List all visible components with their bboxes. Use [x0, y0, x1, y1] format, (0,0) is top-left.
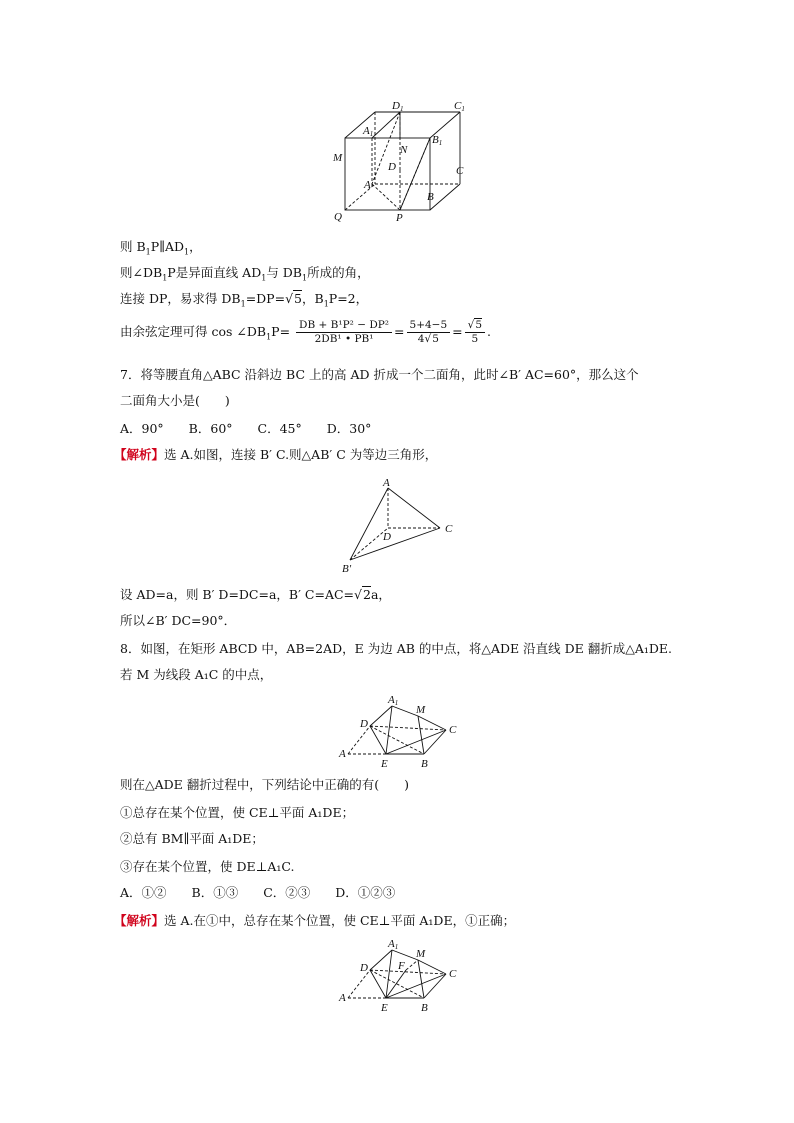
tetrahedron-svg [338, 474, 464, 578]
s6-line3: 连接 DP，易求得 $DB_1=DP=√5$，$B_1P=2$， [120, 291, 369, 309]
q8-stem-line3: 则在△ADE 翻折过程中，下列结论中正确的有( ) [120, 777, 410, 792]
label-P: P [396, 212, 403, 224]
label-C: C [456, 165, 464, 177]
fold-figure-1 [334, 692, 464, 770]
label-B: B [427, 191, 434, 203]
fraction-cos-formula: $\frac{\text{DB + B¹P² − DP²}}{\text{2DB¹ • PB¹}}$ [296, 319, 392, 346]
label-A1: A1 [363, 125, 374, 138]
label-B-prime: B′ [342, 563, 352, 575]
q7-stem-line2: 二面角大小是( ) [120, 393, 230, 408]
q7-stem-line1: 7．将等腰直角△ABC 沿斜边 BC 上的高 AD 折成一个二面角，此时∠B′ AC=60°，那么这个 [120, 367, 639, 382]
label-E: E [381, 758, 388, 770]
label-D: D [360, 718, 368, 730]
label-D: D [388, 161, 396, 173]
fraction-result: $\frac{√5}{5}$ [465, 319, 485, 346]
label-D1: D1 [392, 100, 404, 113]
q8-options: A．①② B．①③ C．②③ D．①②③ [120, 885, 396, 900]
label-A: A [364, 179, 371, 191]
label-Q: Q [334, 211, 342, 223]
q7-solution-line1: 【解析】选 A.如图，连接 B′ C.则△AB′ C 为等边三角形， [114, 447, 438, 462]
label-M: M [416, 704, 426, 716]
label-D: D [360, 962, 368, 974]
q8-claim-3: ③存在某个位置，使 DE⊥A₁C. [120, 859, 295, 874]
label-E: E [381, 1002, 388, 1014]
label-A1: A1 [388, 694, 399, 707]
label-C1: C1 [454, 100, 465, 113]
label-B: B [421, 1002, 428, 1014]
tetrahedron-figure [338, 474, 464, 578]
label-D: D [383, 531, 391, 543]
label-C: C [449, 968, 457, 980]
q7-options: A．90° B．60° C．45° D．30° [120, 421, 372, 436]
label-B1: B1 [432, 134, 443, 147]
label-A: A [383, 477, 390, 489]
s6-line1: 则 $B_1P\parallel AD_1$， [120, 239, 202, 257]
label-M: M [333, 152, 343, 164]
q7-solution-line2: 设 AD=a，则 B′ D=DC=a，B′ C=AC=√2a， [120, 587, 391, 602]
label-N: N [400, 144, 408, 156]
label-B: B [421, 758, 428, 770]
q8-claim-1: ①总存在某个位置，使 CE⊥平面 A₁DE； [120, 805, 355, 820]
q8-stem-line2: 若 M 为线段 A₁C 的中点， [120, 667, 273, 682]
cube-figure [330, 98, 480, 226]
s6-line2: 则$\angle DB_1P$是异面直线 $AD_1$与 $DB_1$所成的角， [120, 265, 370, 283]
label-M: M [416, 948, 426, 960]
q8-claim-2: ②总有 BM∥平面 A₁DE； [120, 831, 264, 846]
q7-solution-line3: 所以∠B′ DC=90°． [120, 613, 237, 628]
cube-svg [330, 98, 480, 226]
label-A: A [339, 992, 346, 1004]
q8-solution-line1: 【解析】选 A.在①中，总存在某个位置，使 CE⊥平面 A₁DE，①正确； [114, 913, 516, 928]
label-A: A [339, 748, 346, 760]
fraction-values: $\frac{5+4-5}{4√5}$ [407, 319, 451, 346]
label-F: F [398, 960, 405, 972]
label-A1: A1 [388, 938, 399, 951]
fold-figure-2 [334, 938, 464, 1014]
label-C: C [445, 523, 453, 535]
label-C: C [449, 724, 457, 736]
q8-stem-line1: 8．如图，在矩形 ABCD 中，AB=2AD，E 为边 AB 的中点，将△ADE 沿直线 DE 翻折成△A₁DE. [120, 641, 673, 656]
s6-line4: 由余弦定理可得 $\cos \angle DB_1P=$ $\frac{\text{DB + B¹P² − DP²}}{\text{2DB¹ • PB¹}}$ = $\frac{5+4-5}{4√5}$ = $\frac{√5}{5}$ . [120, 319, 492, 345]
fold-figure-1-svg [334, 692, 464, 770]
fold-figure-2-svg [334, 938, 464, 1014]
